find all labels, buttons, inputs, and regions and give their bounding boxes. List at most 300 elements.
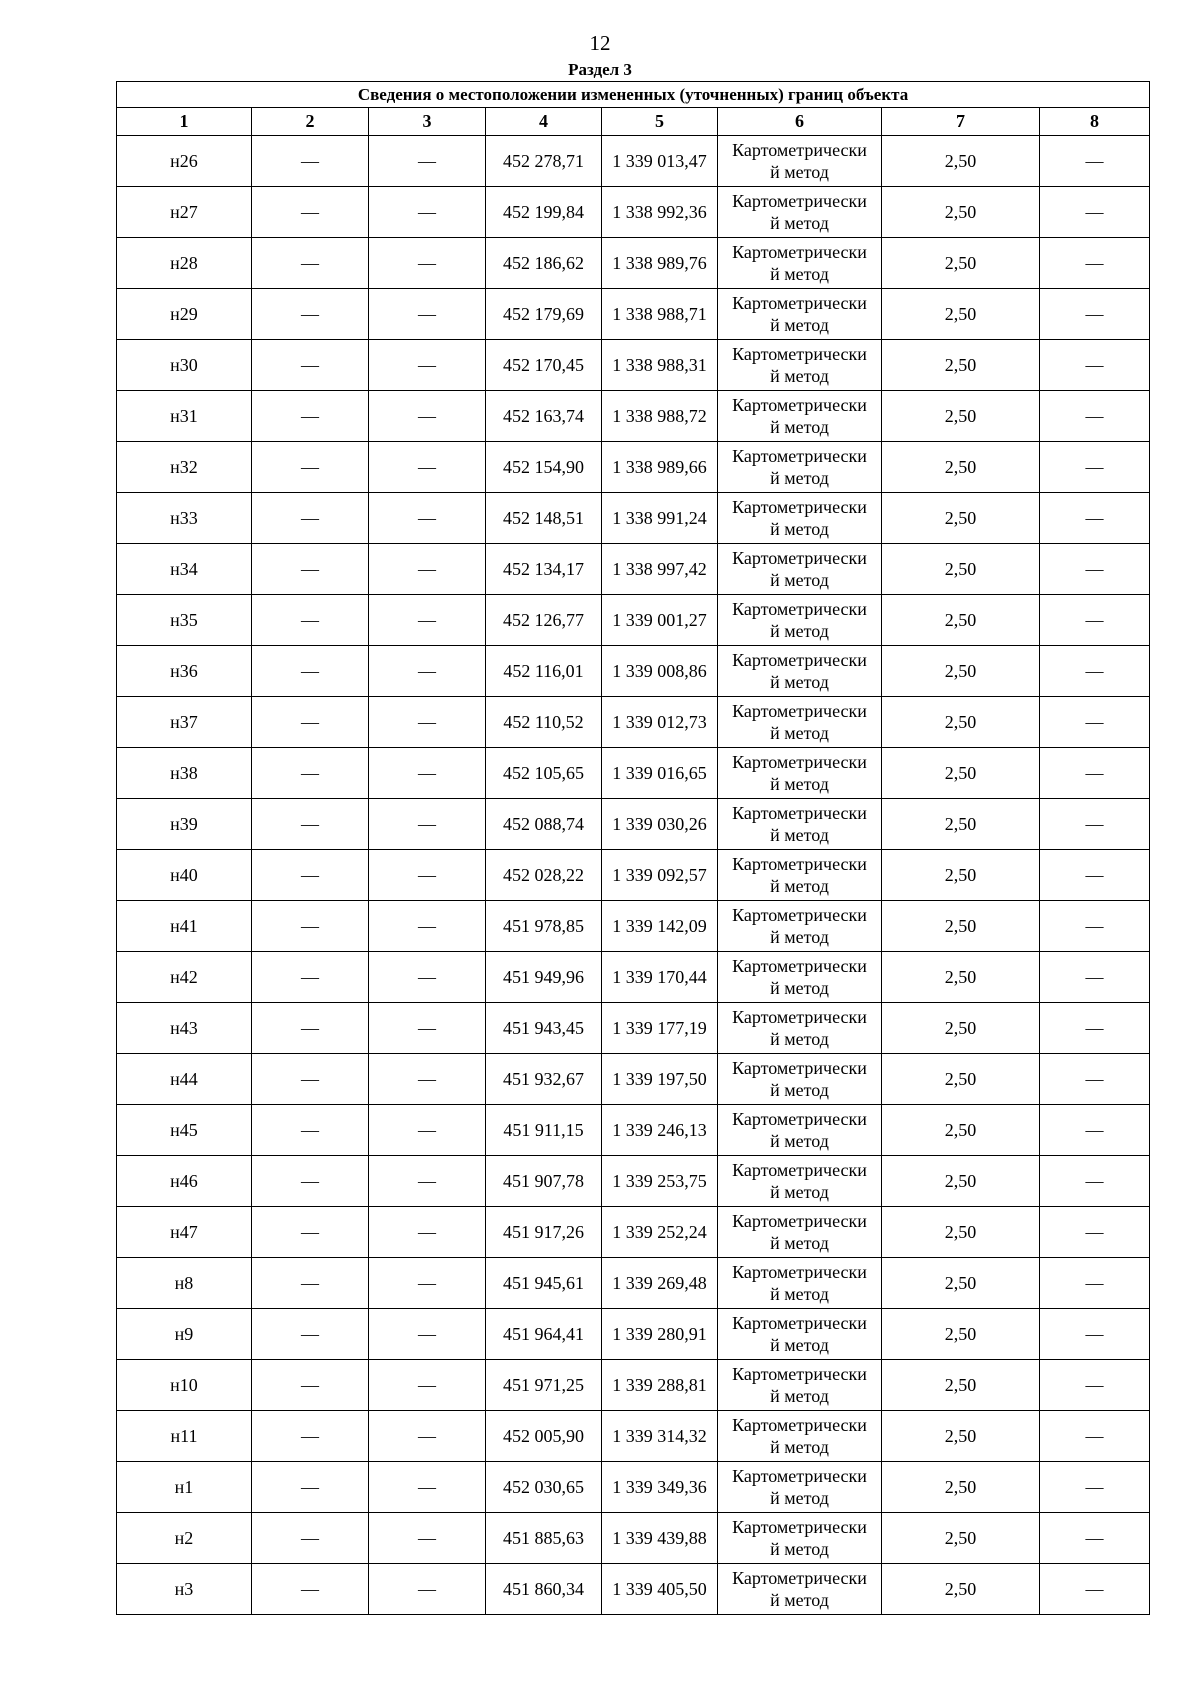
- method-line-2: й метод: [770, 1284, 829, 1304]
- x-coordinate-cell: 452 170,45: [486, 340, 602, 391]
- y-coordinate-cell: 1 339 252,24: [602, 1207, 718, 1258]
- method-line-1: Картометрически: [732, 752, 867, 772]
- method-line-2: й метод: [770, 1029, 829, 1049]
- method-line-2: й метод: [770, 621, 829, 641]
- y-coordinate-cell: 1 338 997,42: [602, 544, 718, 595]
- column-8-cell: —: [1040, 1309, 1150, 1360]
- column-8-cell: —: [1040, 1411, 1150, 1462]
- x-coordinate-cell: 452 163,74: [486, 391, 602, 442]
- x-coordinate-cell: 452 148,51: [486, 493, 602, 544]
- accuracy-cell: 2,50: [882, 748, 1040, 799]
- table-row: [117, 238, 1150, 289]
- x-coordinate-cell: 452 088,74: [486, 799, 602, 850]
- column-2-cell: —: [252, 595, 369, 646]
- y-coordinate-cell: 1 339 008,86: [602, 646, 718, 697]
- column-3-cell: —: [369, 1462, 486, 1513]
- method-line-2: й метод: [770, 927, 829, 947]
- column-8-cell: —: [1040, 697, 1150, 748]
- column-8-cell: —: [1040, 544, 1150, 595]
- method-line-1: Картометрически: [732, 293, 867, 313]
- x-coordinate-cell: 451 911,15: [486, 1105, 602, 1156]
- method-line-1: Картометрически: [732, 905, 867, 925]
- accuracy-cell: 2,50: [882, 697, 1040, 748]
- boundary-coordinates-table: [116, 81, 1150, 1615]
- point-number-cell: н27: [117, 187, 252, 238]
- page-number: 12: [589, 31, 611, 55]
- point-number-cell: н38: [117, 748, 252, 799]
- column-3-cell: —: [369, 748, 486, 799]
- column-2-cell: —: [252, 850, 369, 901]
- x-coordinate-cell: 451 971,25: [486, 1360, 602, 1411]
- method-line-2: й метод: [770, 1080, 829, 1100]
- column-3-cell: —: [369, 289, 486, 340]
- method-cell: [718, 187, 882, 238]
- column-2-cell: —: [252, 289, 369, 340]
- y-coordinate-cell: 1 339 013,47: [602, 136, 718, 187]
- accuracy-cell: 2,50: [882, 1360, 1040, 1411]
- column-8-cell: —: [1040, 748, 1150, 799]
- accuracy-cell: 2,50: [882, 1258, 1040, 1309]
- column-3-cell: —: [369, 1309, 486, 1360]
- column-number: 7: [882, 108, 1040, 136]
- column-2-cell: —: [252, 799, 369, 850]
- column-2-cell: —: [252, 136, 369, 187]
- accuracy-cell: 2,50: [882, 1003, 1040, 1054]
- point-number-cell: н8: [117, 1258, 252, 1309]
- method-cell: [718, 748, 882, 799]
- method-line-2: й метод: [770, 774, 829, 794]
- y-coordinate-cell: 1 339 170,44: [602, 952, 718, 1003]
- column-8-cell: —: [1040, 1054, 1150, 1105]
- x-coordinate-cell: 452 126,77: [486, 595, 602, 646]
- method-line-1: Картометрически: [732, 701, 867, 721]
- method-line-1: Картометрически: [732, 803, 867, 823]
- column-2-cell: —: [252, 901, 369, 952]
- table-row: [117, 442, 1150, 493]
- column-8-cell: —: [1040, 1105, 1150, 1156]
- accuracy-cell: 2,50: [882, 544, 1040, 595]
- y-coordinate-cell: 1 339 439,88: [602, 1513, 718, 1564]
- column-number: 1: [117, 108, 252, 136]
- method-line-1: Картометрически: [732, 497, 867, 517]
- point-number-cell: н37: [117, 697, 252, 748]
- accuracy-cell: 2,50: [882, 1105, 1040, 1156]
- column-3-cell: —: [369, 595, 486, 646]
- point-number-cell: н30: [117, 340, 252, 391]
- table-row: [117, 1156, 1150, 1207]
- point-number-cell: н26: [117, 136, 252, 187]
- x-coordinate-cell: 451 949,96: [486, 952, 602, 1003]
- column-8-cell: —: [1040, 340, 1150, 391]
- method-cell: [718, 340, 882, 391]
- method-cell: [718, 1309, 882, 1360]
- table-row: [117, 1105, 1150, 1156]
- method-cell: [718, 289, 882, 340]
- column-3-cell: —: [369, 1003, 486, 1054]
- y-coordinate-cell: 1 338 988,71: [602, 289, 718, 340]
- accuracy-cell: 2,50: [882, 952, 1040, 1003]
- table-row: [117, 1258, 1150, 1309]
- accuracy-cell: 2,50: [882, 850, 1040, 901]
- method-line-1: Картометрически: [732, 1211, 867, 1231]
- accuracy-cell: 2,50: [882, 799, 1040, 850]
- method-cell: [718, 901, 882, 952]
- point-number-cell: н40: [117, 850, 252, 901]
- point-number-cell: н2: [117, 1513, 252, 1564]
- accuracy-cell: 2,50: [882, 340, 1040, 391]
- table-row: [117, 595, 1150, 646]
- accuracy-cell: 2,50: [882, 493, 1040, 544]
- method-cell: [718, 493, 882, 544]
- method-line-2: й метод: [770, 315, 829, 335]
- method-cell: [718, 697, 882, 748]
- method-cell: [718, 1105, 882, 1156]
- column-3-cell: —: [369, 1564, 486, 1615]
- point-number-cell: н36: [117, 646, 252, 697]
- table-row: [117, 289, 1150, 340]
- point-number-cell: н10: [117, 1360, 252, 1411]
- accuracy-cell: 2,50: [882, 238, 1040, 289]
- column-3-cell: —: [369, 646, 486, 697]
- point-number-cell: н28: [117, 238, 252, 289]
- column-8-cell: —: [1040, 442, 1150, 493]
- y-coordinate-cell: 1 339 016,65: [602, 748, 718, 799]
- x-coordinate-cell: 452 030,65: [486, 1462, 602, 1513]
- point-number-cell: н32: [117, 442, 252, 493]
- y-coordinate-cell: 1 339 253,75: [602, 1156, 718, 1207]
- method-cell: [718, 1003, 882, 1054]
- method-line-1: Картометрически: [732, 1568, 867, 1588]
- column-2-cell: —: [252, 238, 369, 289]
- method-line-2: й метод: [770, 213, 829, 233]
- column-3-cell: —: [369, 391, 486, 442]
- method-cell: [718, 238, 882, 289]
- method-line-2: й метод: [770, 876, 829, 896]
- method-line-2: й метод: [770, 468, 829, 488]
- y-coordinate-cell: 1 338 988,31: [602, 340, 718, 391]
- column-8-cell: —: [1040, 493, 1150, 544]
- y-coordinate-cell: 1 339 177,19: [602, 1003, 718, 1054]
- accuracy-cell: 2,50: [882, 136, 1040, 187]
- column-2-cell: —: [252, 1156, 369, 1207]
- method-cell: [718, 1054, 882, 1105]
- point-number-cell: н11: [117, 1411, 252, 1462]
- x-coordinate-cell: 452 186,62: [486, 238, 602, 289]
- method-cell: [718, 850, 882, 901]
- y-coordinate-cell: 1 339 405,50: [602, 1564, 718, 1615]
- method-cell: [718, 799, 882, 850]
- y-coordinate-cell: 1 339 269,48: [602, 1258, 718, 1309]
- y-coordinate-cell: 1 338 989,76: [602, 238, 718, 289]
- method-line-1: Картометрически: [732, 446, 867, 466]
- table-row: [117, 391, 1150, 442]
- method-line-1: Картометрически: [732, 1364, 867, 1384]
- x-coordinate-cell: 451 917,26: [486, 1207, 602, 1258]
- column-8-cell: —: [1040, 1360, 1150, 1411]
- column-3-cell: —: [369, 442, 486, 493]
- method-cell: [718, 1156, 882, 1207]
- y-coordinate-cell: 1 339 197,50: [602, 1054, 718, 1105]
- method-line-2: й метод: [770, 1131, 829, 1151]
- column-8-cell: —: [1040, 1003, 1150, 1054]
- method-cell: [718, 391, 882, 442]
- method-line-2: й метод: [770, 825, 829, 845]
- method-line-2: й метод: [770, 978, 829, 998]
- column-3-cell: —: [369, 799, 486, 850]
- point-number-cell: н31: [117, 391, 252, 442]
- table-row: [117, 544, 1150, 595]
- method-cell: [718, 442, 882, 493]
- method-line-2: й метод: [770, 1437, 829, 1457]
- column-3-cell: —: [369, 901, 486, 952]
- method-line-1: Картометрически: [732, 344, 867, 364]
- method-cell: [718, 1207, 882, 1258]
- table-row: [117, 697, 1150, 748]
- column-3-cell: —: [369, 1054, 486, 1105]
- table-caption-row: [117, 82, 1150, 108]
- y-coordinate-cell: 1 339 012,73: [602, 697, 718, 748]
- method-cell: [718, 544, 882, 595]
- x-coordinate-cell: 451 964,41: [486, 1309, 602, 1360]
- column-3-cell: —: [369, 697, 486, 748]
- x-coordinate-cell: 452 105,65: [486, 748, 602, 799]
- accuracy-cell: 2,50: [882, 1054, 1040, 1105]
- column-8-cell: —: [1040, 238, 1150, 289]
- table-row: [117, 1207, 1150, 1258]
- column-2-cell: —: [252, 1003, 369, 1054]
- y-coordinate-cell: 1 339 246,13: [602, 1105, 718, 1156]
- method-cell: [718, 1564, 882, 1615]
- column-2-cell: —: [252, 340, 369, 391]
- y-coordinate-cell: 1 339 349,36: [602, 1462, 718, 1513]
- column-3-cell: —: [369, 1360, 486, 1411]
- x-coordinate-cell: 452 005,90: [486, 1411, 602, 1462]
- column-3-cell: —: [369, 136, 486, 187]
- column-3-cell: —: [369, 1411, 486, 1462]
- point-number-cell: н41: [117, 901, 252, 952]
- x-coordinate-cell: 451 943,45: [486, 1003, 602, 1054]
- method-cell: [718, 1462, 882, 1513]
- accuracy-cell: 2,50: [882, 1156, 1040, 1207]
- column-3-cell: —: [369, 1207, 486, 1258]
- column-number: 6: [718, 108, 882, 136]
- column-2-cell: —: [252, 1309, 369, 1360]
- method-line-1: Картометрически: [732, 1262, 867, 1282]
- column-2-cell: —: [252, 442, 369, 493]
- column-8-cell: —: [1040, 901, 1150, 952]
- column-8-cell: —: [1040, 646, 1150, 697]
- y-coordinate-cell: 1 339 030,26: [602, 799, 718, 850]
- method-line-2: й метод: [770, 723, 829, 743]
- accuracy-cell: 2,50: [882, 1564, 1040, 1615]
- method-line-1: Картометрически: [732, 1109, 867, 1129]
- method-cell: [718, 595, 882, 646]
- accuracy-cell: 2,50: [882, 187, 1040, 238]
- method-cell: [718, 1258, 882, 1309]
- method-line-2: й метод: [770, 519, 829, 539]
- point-number-cell: н29: [117, 289, 252, 340]
- table-caption: Сведения о местоположении измененных (уточненных) границ объекта: [117, 82, 1150, 108]
- point-number-cell: н47: [117, 1207, 252, 1258]
- method-line-1: Картометрически: [732, 1466, 867, 1486]
- x-coordinate-cell: 451 907,78: [486, 1156, 602, 1207]
- table-row: [117, 1054, 1150, 1105]
- column-3-cell: —: [369, 187, 486, 238]
- method-line-2: й метод: [770, 1335, 829, 1355]
- column-number: 2: [252, 108, 369, 136]
- point-number-cell: н34: [117, 544, 252, 595]
- method-line-1: Картометрически: [732, 1058, 867, 1078]
- column-3-cell: —: [369, 850, 486, 901]
- column-8-cell: —: [1040, 1258, 1150, 1309]
- method-line-2: й метод: [770, 264, 829, 284]
- x-coordinate-cell: 452 154,90: [486, 442, 602, 493]
- column-number: 3: [369, 108, 486, 136]
- point-number-cell: н42: [117, 952, 252, 1003]
- x-coordinate-cell: 451 978,85: [486, 901, 602, 952]
- method-line-1: Картометрически: [732, 650, 867, 670]
- column-number: 5: [602, 108, 718, 136]
- accuracy-cell: 2,50: [882, 289, 1040, 340]
- column-2-cell: —: [252, 1258, 369, 1309]
- method-line-1: Картометрически: [732, 1517, 867, 1537]
- table-row: [117, 799, 1150, 850]
- x-coordinate-cell: 451 860,34: [486, 1564, 602, 1615]
- method-cell: [718, 646, 882, 697]
- column-3-cell: —: [369, 340, 486, 391]
- column-number: 4: [486, 108, 602, 136]
- y-coordinate-cell: 1 339 288,81: [602, 1360, 718, 1411]
- x-coordinate-cell: 452 116,01: [486, 646, 602, 697]
- y-coordinate-cell: 1 339 092,57: [602, 850, 718, 901]
- method-cell: [718, 952, 882, 1003]
- column-2-cell: —: [252, 1462, 369, 1513]
- table-row: [117, 646, 1150, 697]
- column-8-cell: —: [1040, 850, 1150, 901]
- y-coordinate-cell: 1 339 314,32: [602, 1411, 718, 1462]
- accuracy-cell: 2,50: [882, 646, 1040, 697]
- method-line-1: Картометрически: [732, 140, 867, 160]
- column-2-cell: —: [252, 646, 369, 697]
- table-row: [117, 187, 1150, 238]
- point-number-cell: н1: [117, 1462, 252, 1513]
- method-line-2: й метод: [770, 1590, 829, 1610]
- column-8-cell: —: [1040, 1462, 1150, 1513]
- method-line-1: Картометрически: [732, 191, 867, 211]
- y-coordinate-cell: 1 338 988,72: [602, 391, 718, 442]
- accuracy-cell: 2,50: [882, 901, 1040, 952]
- table-row: [117, 952, 1150, 1003]
- table-row: [117, 850, 1150, 901]
- accuracy-cell: 2,50: [882, 1513, 1040, 1564]
- method-line-2: й метод: [770, 417, 829, 437]
- column-8-cell: —: [1040, 595, 1150, 646]
- table-row: [117, 748, 1150, 799]
- x-coordinate-cell: 451 945,61: [486, 1258, 602, 1309]
- method-line-1: Картометрически: [732, 854, 867, 874]
- column-3-cell: —: [369, 1156, 486, 1207]
- column-2-cell: —: [252, 1207, 369, 1258]
- x-coordinate-cell: 452 028,22: [486, 850, 602, 901]
- column-8-cell: —: [1040, 391, 1150, 442]
- accuracy-cell: 2,50: [882, 442, 1040, 493]
- method-line-1: Картометрически: [732, 1415, 867, 1435]
- y-coordinate-cell: 1 338 992,36: [602, 187, 718, 238]
- y-coordinate-cell: 1 339 142,09: [602, 901, 718, 952]
- column-3-cell: —: [369, 952, 486, 1003]
- method-line-2: й метод: [770, 1233, 829, 1253]
- column-2-cell: —: [252, 187, 369, 238]
- column-2-cell: —: [252, 697, 369, 748]
- column-8-cell: —: [1040, 289, 1150, 340]
- table-row: [117, 1360, 1150, 1411]
- point-number-cell: н33: [117, 493, 252, 544]
- method-line-2: й метод: [770, 1539, 829, 1559]
- column-8-cell: —: [1040, 1564, 1150, 1615]
- y-coordinate-cell: 1 339 001,27: [602, 595, 718, 646]
- method-cell: [718, 136, 882, 187]
- y-coordinate-cell: 1 338 989,66: [602, 442, 718, 493]
- accuracy-cell: 2,50: [882, 1309, 1040, 1360]
- method-cell: [718, 1411, 882, 1462]
- table-row: [117, 1564, 1150, 1615]
- column-2-cell: —: [252, 1411, 369, 1462]
- column-3-cell: —: [369, 1105, 486, 1156]
- column-3-cell: —: [369, 544, 486, 595]
- column-3-cell: —: [369, 1258, 486, 1309]
- column-8-cell: —: [1040, 1207, 1150, 1258]
- column-3-cell: —: [369, 1513, 486, 1564]
- column-number-row: [117, 108, 1150, 136]
- column-number: 8: [1040, 108, 1150, 136]
- column-2-cell: —: [252, 391, 369, 442]
- method-line-1: Картометрически: [732, 599, 867, 619]
- column-3-cell: —: [369, 238, 486, 289]
- column-8-cell: —: [1040, 799, 1150, 850]
- x-coordinate-cell: 452 110,52: [486, 697, 602, 748]
- x-coordinate-cell: 452 278,71: [486, 136, 602, 187]
- method-line-2: й метод: [770, 1182, 829, 1202]
- section-title: Раздел 3: [568, 60, 632, 79]
- method-line-2: й метод: [770, 366, 829, 386]
- table-row: [117, 1411, 1150, 1462]
- point-number-cell: н45: [117, 1105, 252, 1156]
- column-8-cell: —: [1040, 136, 1150, 187]
- table-row: [117, 1003, 1150, 1054]
- point-number-cell: н44: [117, 1054, 252, 1105]
- x-coordinate-cell: 451 932,67: [486, 1054, 602, 1105]
- method-line-2: й метод: [770, 570, 829, 590]
- x-coordinate-cell: 452 199,84: [486, 187, 602, 238]
- point-number-cell: н39: [117, 799, 252, 850]
- method-cell: [718, 1513, 882, 1564]
- y-coordinate-cell: 1 338 991,24: [602, 493, 718, 544]
- method-line-1: Картометрически: [732, 395, 867, 415]
- accuracy-cell: 2,50: [882, 391, 1040, 442]
- table-body: [117, 136, 1150, 1615]
- method-line-1: Картометрически: [732, 1007, 867, 1027]
- table-row: [117, 493, 1150, 544]
- point-number-cell: н43: [117, 1003, 252, 1054]
- column-8-cell: —: [1040, 1156, 1150, 1207]
- table-row: [117, 1513, 1150, 1564]
- column-8-cell: —: [1040, 952, 1150, 1003]
- table-row: [117, 136, 1150, 187]
- accuracy-cell: 2,50: [882, 1207, 1040, 1258]
- method-line-1: Картометрически: [732, 1160, 867, 1180]
- table-row: [117, 1309, 1150, 1360]
- point-number-cell: н35: [117, 595, 252, 646]
